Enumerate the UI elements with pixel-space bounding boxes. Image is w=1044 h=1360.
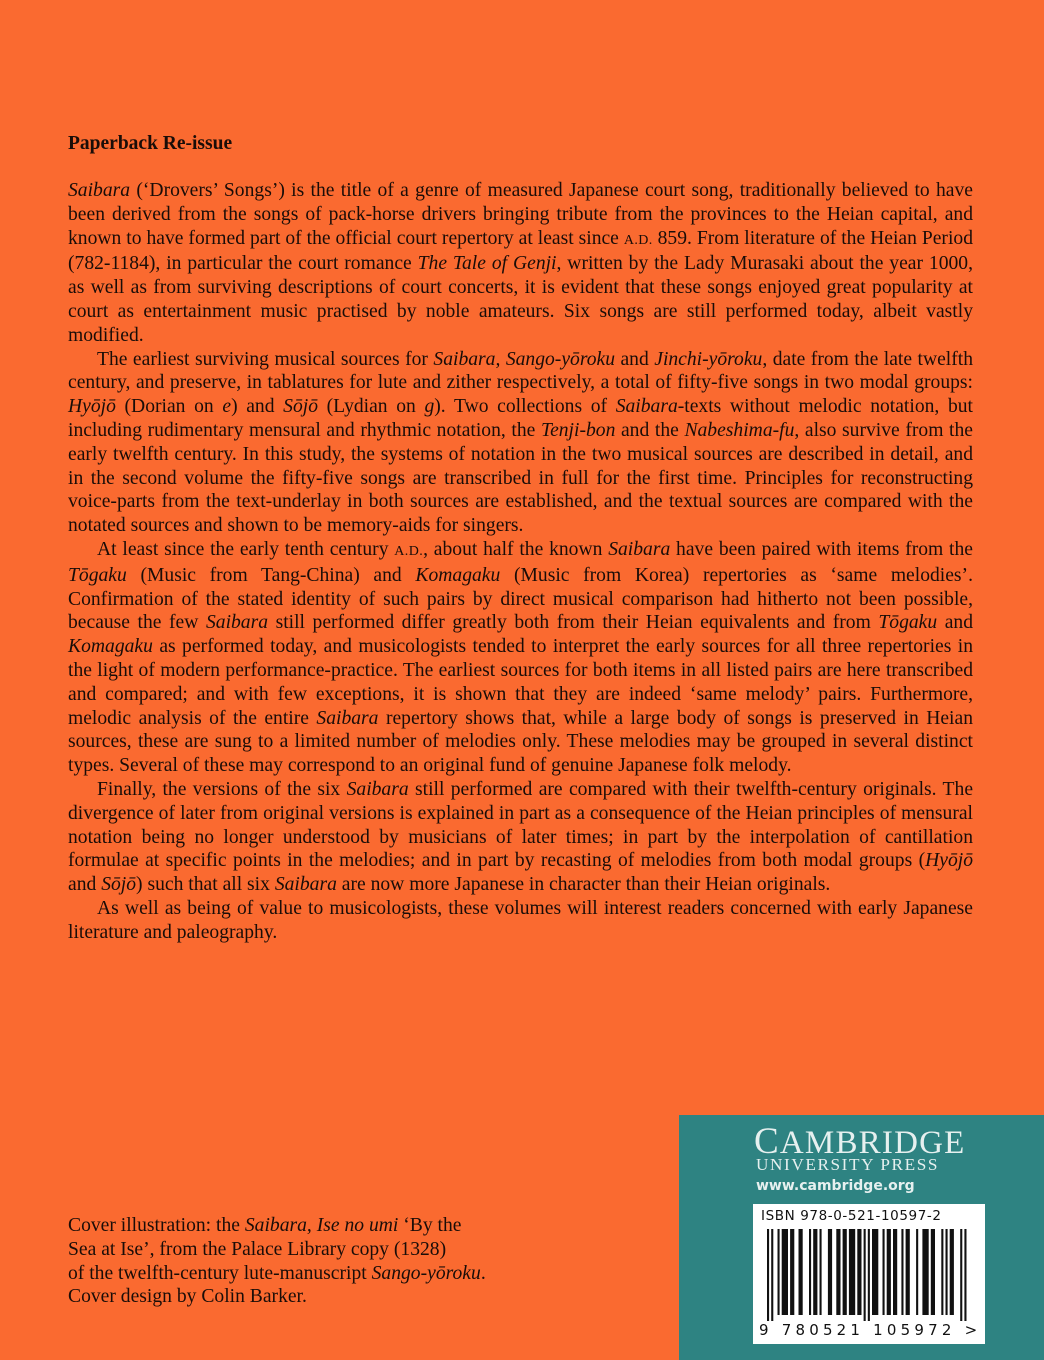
barcode-bar [868, 1229, 870, 1321]
blurb-paragraph [68, 538, 973, 778]
text-run: (Music from Tang-China) and [126, 564, 416, 586]
barcode-bar [809, 1229, 811, 1315]
italic-text: Tenji-bon [540, 419, 616, 441]
back-cover-heading: Paperback Re-issue [68, 133, 233, 154]
isbn-barcode-block [753, 1204, 985, 1344]
italic-text: g [424, 396, 435, 418]
publisher-url: www.cambridge.org [756, 1178, 915, 1194]
barcode-bar [872, 1229, 878, 1315]
barcode-icon [757, 1229, 981, 1321]
publisher-subtitle: UNIVERSITY PRESS [756, 1155, 940, 1174]
italic-text: The Tale of Genji [417, 253, 557, 275]
barcode-bar [941, 1229, 943, 1315]
credit-line [68, 1262, 548, 1286]
cover-credits [68, 1214, 548, 1309]
blurb-text [68, 179, 973, 945]
barcode-bar [964, 1229, 966, 1321]
text-run: and [615, 348, 655, 370]
text-run: still performed differ greatly both from their Heian equivalents and from [268, 612, 879, 634]
text-run: ) such that all six [136, 874, 275, 896]
text-run: . [480, 1262, 486, 1284]
credit-line [68, 1214, 548, 1238]
text-run: of the twelfth-century lute-manuscript [68, 1262, 372, 1284]
credit-line [68, 1238, 548, 1262]
italic-text: Jinchi-yōroku [654, 348, 763, 370]
barcode-bar [849, 1229, 855, 1315]
italic-text: Hyōjō [925, 850, 973, 872]
text-run: as performed today, and musicologists tended to interpret the early sources for all three repertories in the light of modern performance-practice. The earliest sources for both items in all listed pairs are here transcribed and compared; and with few exceptions, it is shown that they are indeed ‘same melody’ pairs. Furthermore, melodic analysis of the entire [68, 636, 973, 729]
barcode-bar [790, 1229, 794, 1315]
italic-text: Sōjō [283, 396, 319, 418]
italic-text: Hyōjō [68, 396, 116, 418]
text-run: ) and [231, 396, 284, 418]
text-run: repertory shows that, while a large body of songs is preserved in Heian sources, these are sung to a limited number of melodies only. These melodies may be grouped in several distinct types. Several of these may correspond to an original fund of genuine Japanese folk melody. [68, 707, 973, 777]
barcode-bar [771, 1229, 773, 1321]
blurb-paragraph [68, 348, 973, 538]
barcode-bar [946, 1229, 948, 1315]
italic-text: Saibara [608, 538, 671, 560]
italic-text: Nabeshima-fu [684, 419, 795, 441]
text-run: The earliest surviving musical sources for [97, 348, 434, 370]
italic-text: Saibara [346, 778, 409, 800]
publisher-name-rest: AMBRIDGE [779, 1125, 966, 1161]
italic-text: Tōgaku [68, 564, 127, 586]
text-run: (Dorian on [115, 396, 223, 418]
barcode-bar [813, 1229, 817, 1315]
barcode-bar [922, 1229, 928, 1315]
text-run: Sea at Ise’, from the Palace Library copy (1328) [68, 1238, 447, 1260]
text-run: ‘By the [398, 1215, 462, 1236]
barcode-bar [906, 1229, 910, 1315]
text-run: As well as being of value to musicologists, these volumes will interest readers concerned with early Japanese literature and paleography. [68, 897, 973, 943]
text-run: 859. From literature of the Heian Period (782-1184), in particular the court romance [68, 227, 973, 275]
italic-text: Sango-yōroku [371, 1262, 481, 1284]
text-run: and the [615, 419, 685, 441]
barcode-bar [782, 1229, 788, 1315]
barcode-bar [836, 1229, 840, 1315]
barcode-bar [960, 1229, 962, 1321]
blurb-paragraph [68, 897, 973, 945]
italic-text: Saibara [615, 396, 678, 418]
barcode-bar [864, 1229, 866, 1321]
text-run: , written by the Lady Murasaki about the year 1000, as well as from surviving descriptions of court concerts, it is evident that these songs enjoyed great popularity at court as entertainment music practised by noble amateurs. Six songs are still performed today, albeit vastly modified. [68, 253, 973, 346]
italic-text: Saibara [68, 180, 131, 201]
blurb-paragraph [68, 179, 973, 348]
text-run: , also survive from the early twelfth century. In this study, the systems of notation in the two musical sources are described in detail, and in the second volume the fifty-five songs are transcribed in full for the first time. Principles for reconstructing voice-parts from the text-underlay in both sources are established, and the textual sources are compared with the notated sources and shown to be memory-aids for singers. [68, 419, 973, 537]
barcode-bar [820, 1229, 822, 1315]
text-run: are now more Japanese in character than their Heian originals. [336, 874, 831, 896]
italic-text: Tōgaku [878, 612, 938, 634]
barcode-bar [950, 1229, 954, 1315]
blurb-paragraph [68, 778, 973, 897]
barcode-bar [828, 1229, 832, 1315]
italic-text: Komagaku [415, 564, 501, 586]
italic-text: Saibara [274, 874, 337, 896]
isbn-digits: 9 780521 105972 > [759, 1321, 982, 1339]
text-run: (‘Drovers’ Songs’) is the title of a genre of measured Japanese court song, traditionally believed to have been derived from the songs of pack-horse drivers bringing tribute from the provinces to the Heian capital, and known to have formed part of the official court repertory at least since [68, 180, 973, 249]
isbn-label: ISBN 978-0-521-10597-2 [761, 1208, 942, 1224]
publisher-name-initial: C [754, 1121, 780, 1162]
barcode-bar [778, 1229, 780, 1315]
text-run: (Lydian on [318, 396, 425, 418]
barcode-bar [767, 1229, 769, 1321]
text-run: ). Two collections of [434, 396, 616, 418]
italic-text: Sōjō [101, 874, 137, 896]
credit-line [68, 1285, 548, 1309]
barcode-bar [887, 1229, 891, 1315]
barcode-bar [901, 1229, 903, 1315]
text-run: At least since the early tenth century [97, 538, 395, 560]
small-caps-text: A.D. [623, 232, 653, 248]
barcode-bar [857, 1229, 861, 1315]
italic-text: e [222, 396, 232, 418]
text-run: and [937, 612, 973, 634]
barcode-bar [883, 1229, 885, 1315]
text-run: have been paired with items from the [670, 538, 973, 560]
italic-text: Komagaku [68, 636, 153, 658]
text-run: , date from the late twelfth century, and preserve, in tablatures for lute and zither respectively, a total of fifty-five songs in two modal groups: [68, 348, 974, 394]
barcode-bar [799, 1229, 803, 1315]
text-run: (Music from Korea) repertories as ‘same melodies’. Confirmation of the stated identity of such pairs by direct musical comparison had hitherto not been possible, because the few [68, 564, 973, 634]
italic-text: Saibara [205, 612, 269, 634]
small-caps-text: A.D. [394, 543, 424, 559]
barcode-bar [843, 1229, 847, 1315]
text-run: , about half the known [423, 538, 609, 560]
italic-text: Saibara [316, 707, 379, 729]
text-run: Cover illustration: the [68, 1215, 245, 1236]
barcode-bar [893, 1229, 897, 1315]
text-run: Cover design by Colin Barker. [68, 1286, 307, 1308]
text-run: still performed are compared with their twelfth-century originals. The divergence of later from original versions is explained in part as a consequence of the Heian principles of mensural notation being no longer understood by musicians of later times; in part by the interpolation of cantillation formulae at specific points in the melodies; and in part by recasting of melodies from both modal groups ( [68, 778, 974, 872]
text-run: and [68, 874, 102, 896]
italic-text: Saibara, Sango-yōroku [433, 348, 616, 370]
barcode-bar [916, 1229, 918, 1315]
text-run: -texts without melodic notation, but including rudimentary mensural and rhythmic notation, the [68, 396, 973, 441]
barcode-bar [931, 1229, 935, 1315]
italic-text: Saibara, Ise no umi [244, 1215, 399, 1236]
text-run: Finally, the versions of the six [97, 778, 347, 800]
